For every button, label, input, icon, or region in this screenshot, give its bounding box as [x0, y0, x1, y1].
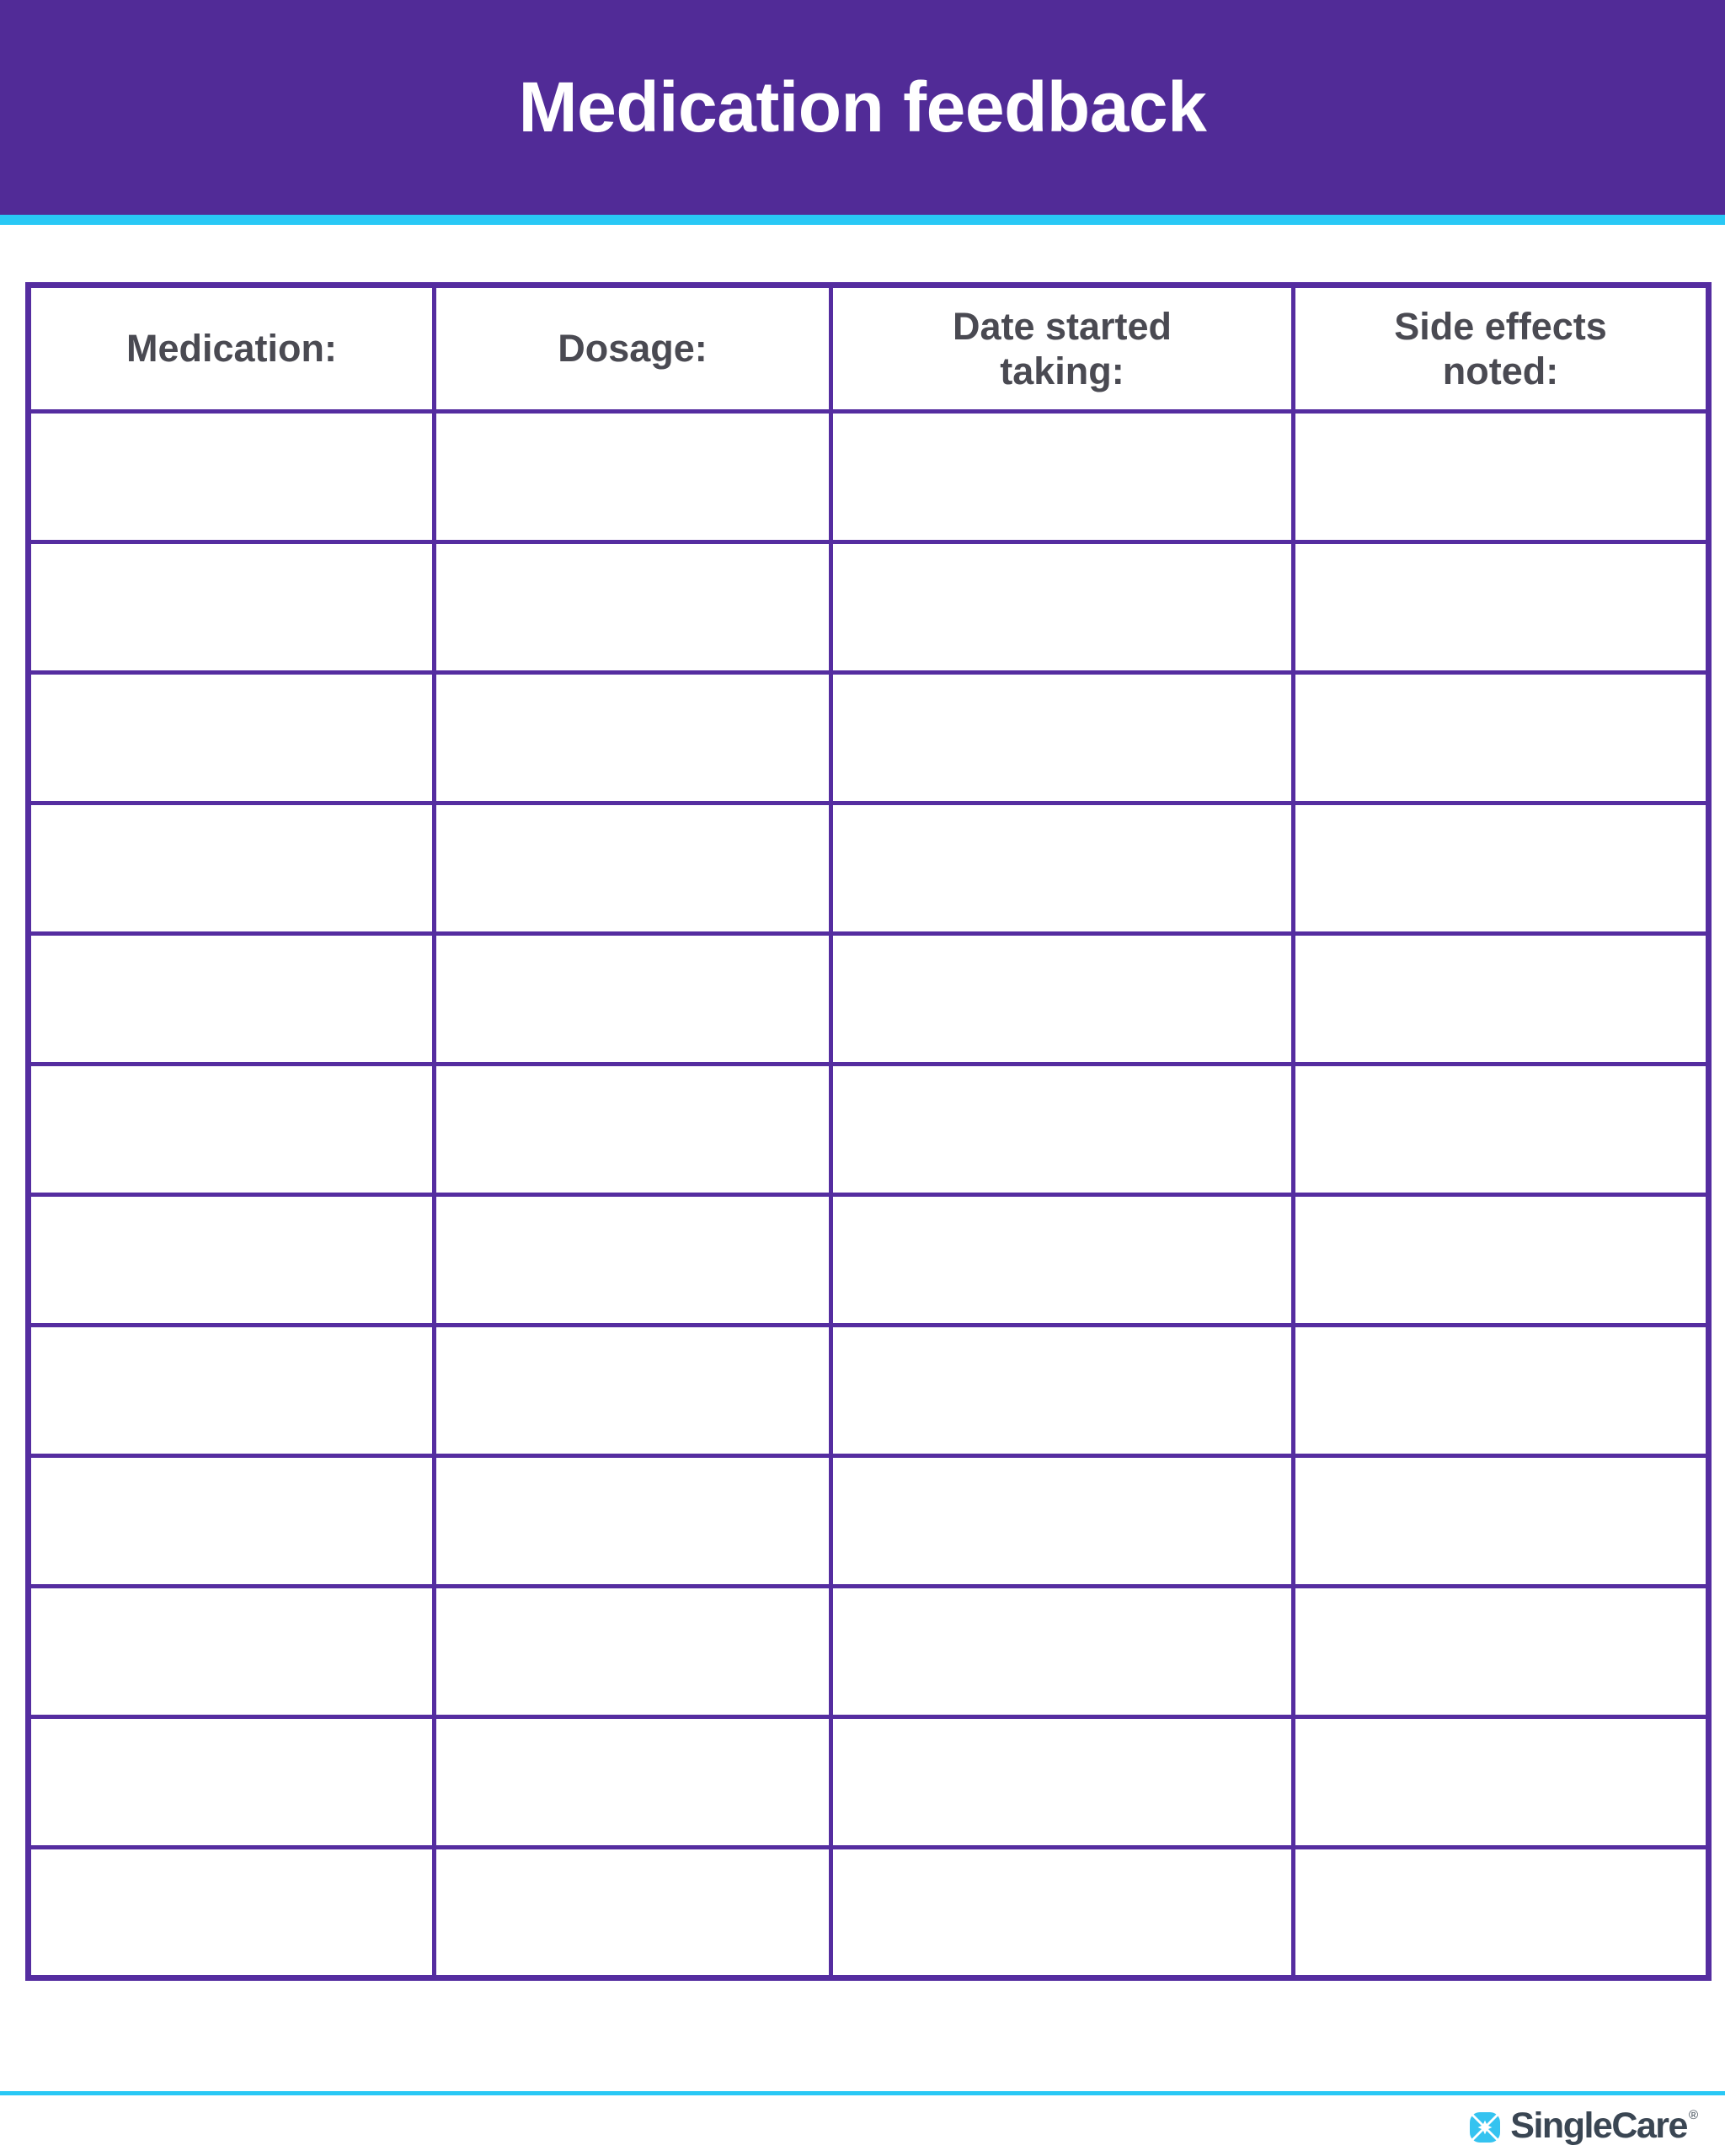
header-accent-stripe — [0, 215, 1725, 225]
table-row — [29, 1195, 1709, 1326]
column-header-dosage — [435, 286, 831, 412]
table-cell-blank[interactable] — [435, 1587, 831, 1717]
table-cell-blank[interactable] — [1294, 1717, 1709, 1848]
table-cell-blank[interactable] — [29, 412, 435, 542]
singlecare-clover-icon — [1468, 2111, 1502, 2144]
table-row — [29, 542, 1709, 673]
table-row — [29, 1717, 1709, 1848]
table-cell-blank[interactable] — [435, 1848, 831, 1978]
table-cell-blank[interactable] — [435, 934, 831, 1065]
table-cell-blank[interactable] — [435, 1456, 831, 1587]
table-cell-blank[interactable] — [29, 803, 435, 934]
table-cell-blank[interactable] — [831, 1587, 1294, 1717]
table-cell-blank[interactable] — [1294, 542, 1709, 673]
table-cell-blank[interactable] — [435, 1195, 831, 1326]
table-cell-blank[interactable] — [29, 1065, 435, 1195]
table-cell-blank[interactable] — [831, 1717, 1294, 1848]
table-cell-blank[interactable] — [435, 1065, 831, 1195]
table-cell-blank[interactable] — [29, 1587, 435, 1717]
page-title: Medication feedback — [518, 67, 1207, 147]
table-cell-blank[interactable] — [29, 934, 435, 1065]
column-header-label: Date started taking: — [952, 304, 1172, 392]
table-row — [29, 1326, 1709, 1456]
table-cell-blank[interactable] — [831, 934, 1294, 1065]
table-row — [29, 1587, 1709, 1717]
registered-trademark-symbol: ® — [1688, 2107, 1698, 2122]
table-cell-blank[interactable] — [29, 1848, 435, 1978]
footer-block — [0, 2091, 1725, 2156]
column-header-label: Dosage: — [558, 327, 708, 371]
table-cell-blank[interactable] — [831, 803, 1294, 934]
table-cell-blank[interactable] — [29, 1717, 435, 1848]
column-header-label: Side effects noted: — [1394, 304, 1607, 392]
column-header-date-started — [831, 286, 1294, 412]
singlecare-logo — [1468, 2105, 1698, 2146]
table-cell-blank[interactable] — [29, 1195, 435, 1326]
table-cell-blank[interactable] — [1294, 1587, 1709, 1717]
table-cell-blank[interactable] — [435, 542, 831, 673]
table-row — [29, 673, 1709, 803]
table-cell-blank[interactable] — [1294, 1456, 1709, 1587]
table-cell-blank[interactable] — [29, 542, 435, 673]
table-cell-blank[interactable] — [831, 1326, 1294, 1456]
table-cell-blank[interactable] — [1294, 803, 1709, 934]
footer — [0, 2095, 1725, 2156]
column-header-medication — [29, 286, 435, 412]
table-cell-blank[interactable] — [831, 1848, 1294, 1978]
table-cell-blank[interactable] — [435, 412, 831, 542]
table-row — [29, 1065, 1709, 1195]
table-row — [29, 412, 1709, 542]
table-cell-blank[interactable] — [1294, 934, 1709, 1065]
table-cell-blank[interactable] — [1294, 1065, 1709, 1195]
table-cell-blank[interactable] — [831, 1065, 1294, 1195]
table-cell-blank[interactable] — [1294, 673, 1709, 803]
table-cell-blank[interactable] — [831, 1456, 1294, 1587]
table-cell-blank[interactable] — [29, 1456, 435, 1587]
title-banner — [0, 0, 1725, 215]
table-row — [29, 1456, 1709, 1587]
table-cell-blank[interactable] — [29, 673, 435, 803]
table-cell-blank[interactable] — [29, 1326, 435, 1456]
column-header-side-effects — [1294, 286, 1709, 412]
table-cell-blank[interactable] — [435, 673, 831, 803]
brand-name: SingleCare — [1510, 2105, 1687, 2146]
table-cell-blank[interactable] — [1294, 1195, 1709, 1326]
table-cell-blank[interactable] — [831, 673, 1294, 803]
table-cell-blank[interactable] — [435, 1326, 831, 1456]
table-row — [29, 803, 1709, 934]
table-cell-blank[interactable] — [831, 412, 1294, 542]
column-header-label: Medication: — [126, 327, 337, 371]
medication-table — [25, 282, 1712, 1981]
table-cell-blank[interactable] — [1294, 412, 1709, 542]
table-cell-blank[interactable] — [831, 542, 1294, 673]
table-cell-blank[interactable] — [1294, 1326, 1709, 1456]
table-header-row — [29, 286, 1709, 412]
table-row — [29, 1848, 1709, 1978]
table-cell-blank[interactable] — [435, 1717, 831, 1848]
table-row — [29, 934, 1709, 1065]
table-cell-blank[interactable] — [435, 803, 831, 934]
table-body — [29, 412, 1709, 1978]
table-cell-blank[interactable] — [1294, 1848, 1709, 1978]
form-area — [0, 282, 1725, 1981]
table-cell-blank[interactable] — [831, 1195, 1294, 1326]
